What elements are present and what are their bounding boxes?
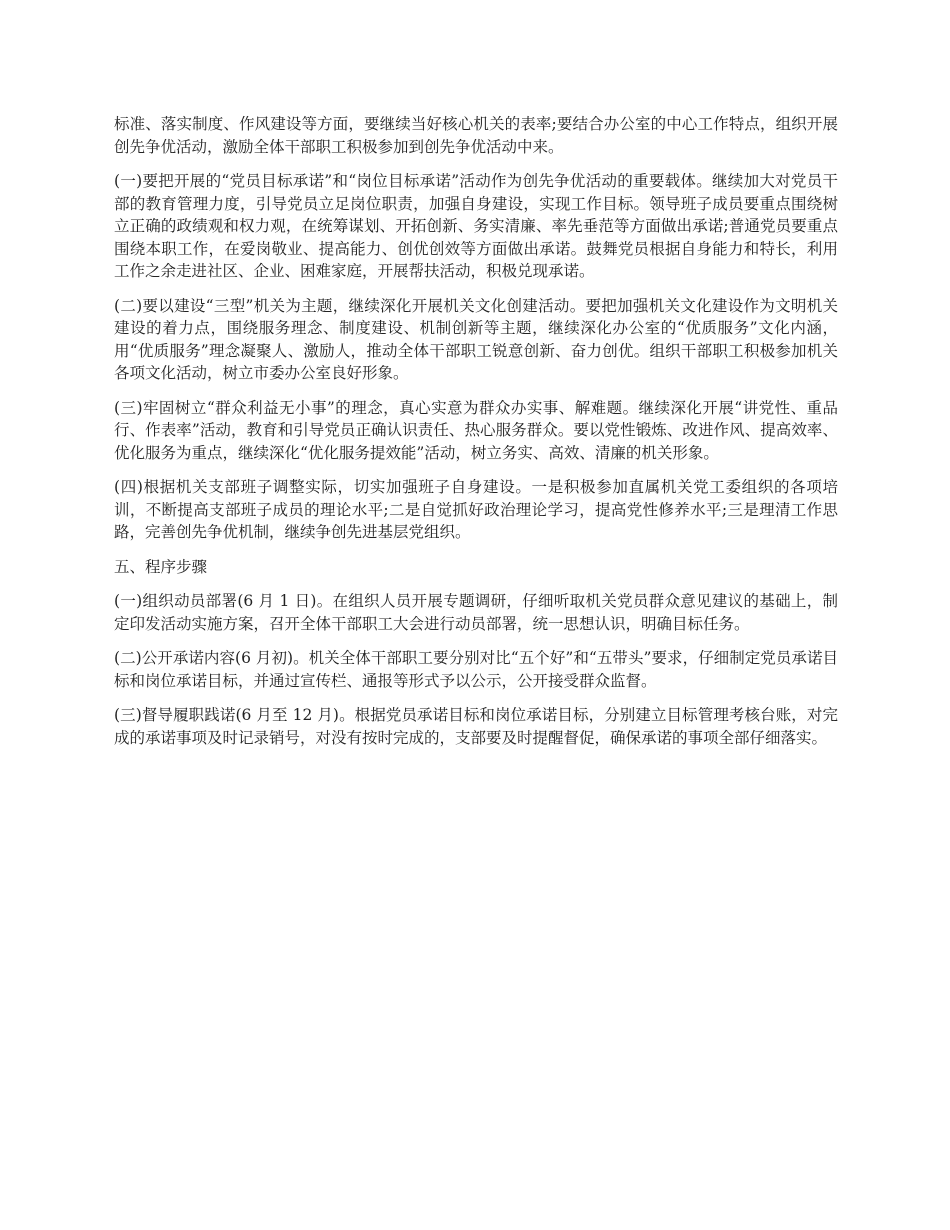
step-item-2: (二)公开承诺内容(6 月初)。机关全体干部职工要分别对比“五个好”和“五带头”要求，仔细制定党员承诺目标和岗位承诺目标，并通过宣传栏、通报等形式予以公示，公开接受群众监督。: [114, 649, 838, 690]
section-heading-procedure: 五、程序步骤: [114, 557, 208, 576]
step-item-1: (一)组织动员部署(6 月 1 日)。在组织人员开展专题调研，仔细听取机关党员群众意见建议的基础上，制定印发活动实施方案，召开全体干部职工大会进行动员部署，统一思想认识，明确目标任务。: [114, 592, 838, 633]
step-item-3: (三)督导履职践诺(6 月至 12 月)。根据党员承诺目标和岗位承诺目标，分别建立目标管理考核台账，对完成的承诺事项及时记录销号，对没有按时完成的，支部要及时提醒督促，确保承诺的事项全部仔细落实。: [114, 706, 838, 747]
paragraph-standards: 标准、落实制度、作风建设等方面，要继续当好核心机关的表率;要结合办公室的中心工作特点，组织开展创先争优活动，激励全体干部职工积极参加到创先争优活动中来。: [114, 115, 838, 156]
paragraph-item-3: (三)牢固树立“群众利益无小事”的理念，真心实意为群众办实事、解难题。继续深化开展“讲党性、重品行、作表率”活动，教育和引导党员正确认识责任、热心服务群众。要以党性锻炼、改进作风、提高效率、优化服务为重点，继续深化“优化服务提效能”活动，树立务实、高效、清廉的机关形象。: [114, 398, 838, 462]
document-body: [114, 113, 838, 761]
paragraph-item-1: (一)要把开展的“党员目标承诺”和“岗位目标承诺”活动作为创先争优活动的重要载体。继续加大对党员干部的教育管理力度，引导党员立足岗位职责，加强自身建设，实现工作目标。领导班子成员要重点围绕树立正确的政绩观和权力观，在统筹谋划、开拓创新、务实清廉、率先垂范等方面做出承诺;普通党员要重点围绕本职工作，在爱岗敬业、提高能力、创优创效等方面做出承诺。鼓舞党员根据自身能力和特长，利用工作之余走进社区、企业、困难家庭，开展帮扶活动，积极兑现承诺。: [114, 172, 838, 280]
paragraph-item-2: (二)要以建设“三型”机关为主题，继续深化开展机关文化创建活动。要把加强机关文化建设作为文明机关建设的着力点，围绕服务理念、制度建设、机制创新等主题，继续深化办公室的“优质服务”文化内涵，用“优质服务”理念凝聚人、激励人，推动全体干部职工锐意创新、奋力创优。组织干部职工积极参加机关各项文化活动，树立市委办公室良好形象。: [114, 296, 838, 382]
paragraph-item-4: (四)根据机关支部班子调整实际，切实加强班子自身建设。一是积极参加直属机关党工委组织的各项培训，不断提高支部班子成员的理论水平;二是自觉抓好政治理论学习，提高党性修养水平;三是理清工作思路，完善创先争优机制，继续争创先进基层党组织。: [114, 478, 838, 541]
